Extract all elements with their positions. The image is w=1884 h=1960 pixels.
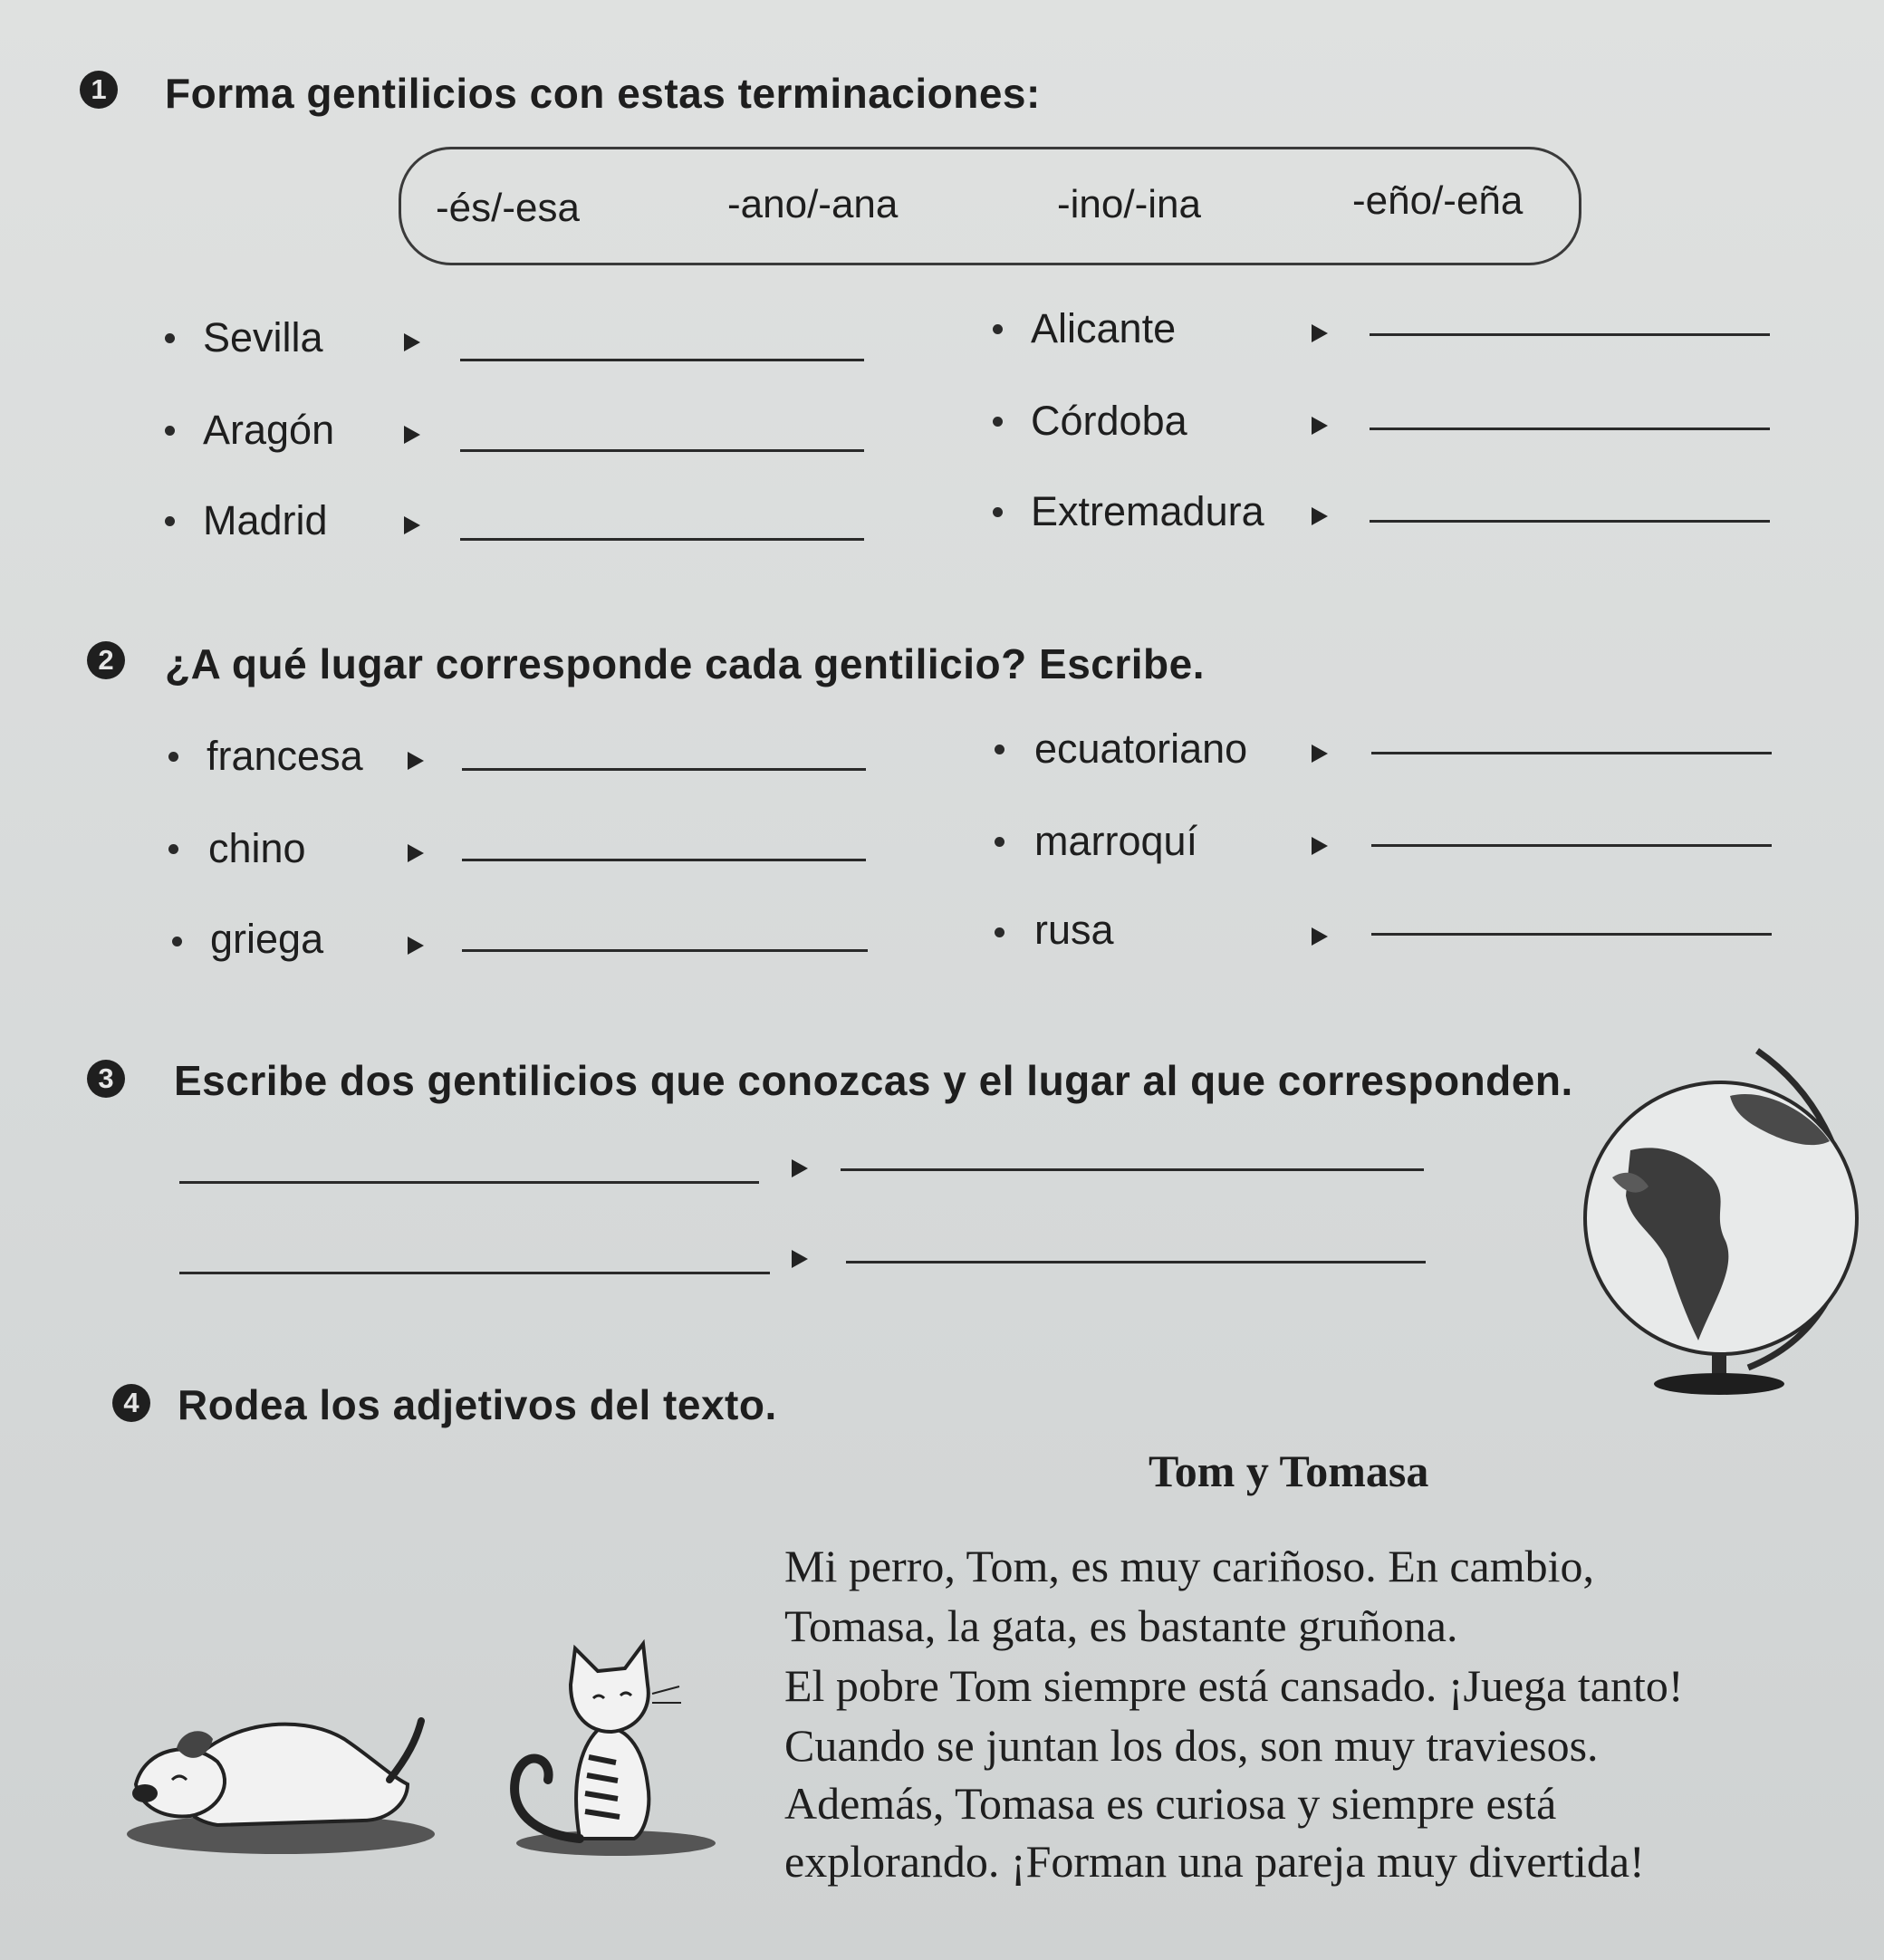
arrow-icon — [1312, 837, 1328, 855]
answer-blank[interactable] — [179, 1272, 770, 1274]
answer-blank[interactable] — [1371, 844, 1772, 847]
arrow-icon — [408, 752, 424, 770]
answer-blank[interactable] — [841, 1168, 1424, 1171]
item-extremadura: Extremadura — [1031, 488, 1264, 534]
answer-blank[interactable] — [1370, 520, 1770, 523]
answer-blank[interactable] — [462, 768, 866, 771]
bullet — [165, 333, 175, 343]
story-line: Cuando se juntan los dos, son muy traviesos. — [784, 1720, 1599, 1771]
exercise-3-title: Escribe dos gentilicios que conozcas y el lugar al que corresponden. — [174, 1057, 1573, 1104]
exercise-4-number: 4 — [112, 1384, 150, 1422]
arrow-icon — [404, 333, 420, 351]
story-line: Mi perro, Tom, es muy cariñoso. En cambio, — [784, 1541, 1595, 1591]
bullet — [165, 426, 175, 436]
arrow-icon — [792, 1159, 808, 1177]
globe-illustration — [1576, 1033, 1866, 1395]
answer-blank[interactable] — [1371, 752, 1772, 754]
cat-illustration — [480, 1630, 716, 1866]
ending-ino-ina: -ino/-ina — [1057, 182, 1201, 226]
bullet — [995, 927, 1004, 937]
arrow-icon — [1312, 417, 1328, 435]
story-line: El pobre Tom siempre está cansado. ¡Juega tanto! — [784, 1660, 1684, 1711]
answer-blank[interactable] — [460, 449, 864, 452]
answer-blank[interactable] — [1371, 933, 1772, 936]
item-marroqui: marroquí — [1034, 818, 1198, 864]
story-line: explorando. ¡Forman una pareja muy divertida! — [784, 1836, 1645, 1887]
arrow-icon — [408, 844, 424, 862]
dog-illustration — [118, 1685, 444, 1857]
exercise-2-number: 2 — [87, 641, 125, 679]
item-ecuatoriano: ecuatoriano — [1034, 725, 1248, 772]
exercise-4-title: Rodea los adjetivos del texto. — [178, 1381, 777, 1428]
answer-blank[interactable] — [460, 359, 864, 361]
bullet — [995, 745, 1004, 754]
item-aragon: Aragón — [203, 407, 335, 453]
ending-ano-ana: -ano/-ana — [727, 182, 899, 226]
arrow-icon — [1312, 927, 1328, 946]
item-alicante: Alicante — [1031, 305, 1177, 351]
answer-blank[interactable] — [846, 1261, 1426, 1263]
item-griega: griega — [210, 916, 324, 962]
bullet — [168, 844, 178, 854]
exercise-1-number: 1 — [80, 71, 118, 109]
exercise-3-number: 3 — [87, 1060, 125, 1098]
arrow-icon — [408, 937, 424, 955]
arrow-icon — [1312, 745, 1328, 763]
arrow-icon — [404, 516, 420, 534]
arrow-icon — [1312, 507, 1328, 525]
answer-blank[interactable] — [460, 538, 864, 541]
bullet — [172, 937, 182, 946]
exercise-2-title: ¿A qué lugar corresponde cada gentilicio? Escribe. — [165, 640, 1206, 687]
item-madrid: Madrid — [203, 497, 328, 543]
ending-eno-ena: -eño/-eña — [1352, 178, 1524, 223]
story-line: Tomasa, la gata, es bastante gruñona. — [784, 1600, 1458, 1651]
arrow-icon — [792, 1250, 808, 1268]
item-francesa: francesa — [207, 733, 363, 779]
ending-es-esa: -és/-esa — [436, 186, 580, 230]
answer-blank[interactable] — [462, 949, 868, 952]
bullet — [995, 837, 1004, 847]
answer-blank[interactable] — [1370, 333, 1770, 336]
arrow-icon — [1312, 324, 1328, 342]
item-cordoba: Córdoba — [1031, 398, 1187, 444]
bullet — [165, 516, 175, 526]
item-rusa: rusa — [1034, 907, 1114, 953]
exercise-1-title: Forma gentilicios con estas terminaciones: — [165, 70, 1041, 117]
answer-blank[interactable] — [1370, 428, 1770, 430]
bullet — [168, 752, 178, 762]
bullet — [993, 507, 1003, 517]
bullet — [993, 324, 1003, 334]
answer-blank[interactable] — [462, 859, 866, 861]
endings-box — [399, 147, 1581, 265]
item-sevilla: Sevilla — [203, 314, 323, 360]
story-title: Tom y Tomasa — [1149, 1446, 1429, 1496]
item-chino: chino — [208, 825, 306, 871]
arrow-icon — [404, 426, 420, 444]
answer-blank[interactable] — [179, 1181, 759, 1184]
story-line: Además, Tomasa es curiosa y siempre está — [784, 1778, 1557, 1829]
bullet — [993, 417, 1003, 427]
